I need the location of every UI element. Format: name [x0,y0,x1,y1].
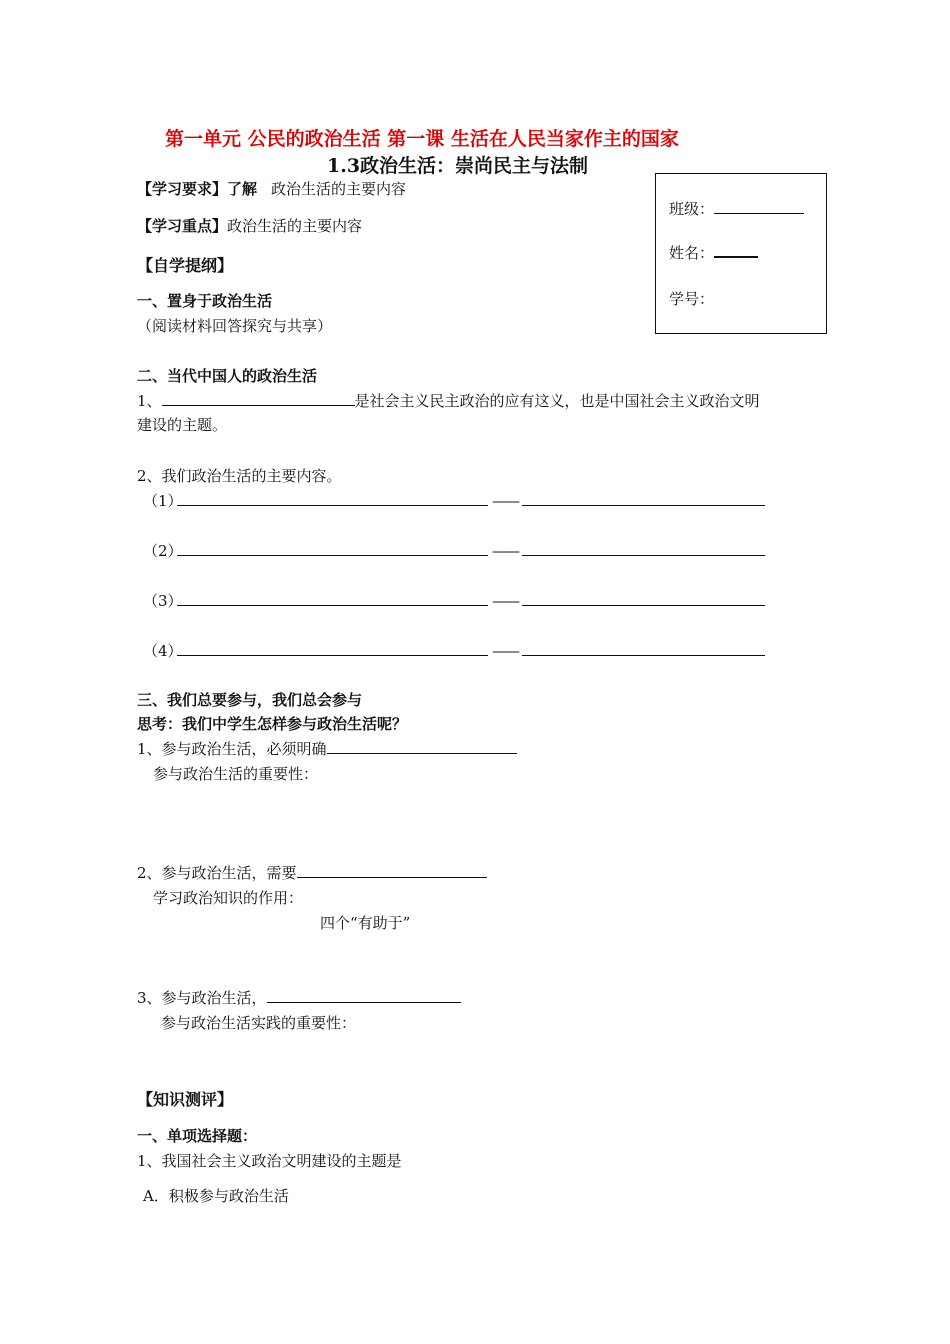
s3-q3-text: 3、参与政治生活， [137,989,267,1007]
item-number: （4） [143,642,183,660]
content-item-4 [143,640,765,661]
item-dash: —— [492,492,518,510]
section2-q1 [137,390,760,411]
item-blank-left[interactable] [177,541,488,556]
study-requirement [137,178,406,199]
s3-q1-text: 1、参与政治生活，必须明确 [137,740,327,758]
section2-q1-line2: 建设的主题。 [137,416,228,434]
item-number: （1） [143,492,183,510]
focus-label: 【学习重点】 [137,217,228,235]
class-label: 班级： [669,200,715,218]
section2-q2: 2、我们政治生活的主要内容。 [137,467,342,485]
item-blank-right[interactable] [522,541,765,556]
assessment-section1: 一、单项选择题： [137,1127,258,1145]
content-item-3 [143,590,765,611]
s3-q2-blank[interactable] [297,863,487,878]
id-row [669,288,714,309]
section1-title: 一、置身于政治生活 [137,292,273,310]
s3-q2-text: 2、参与政治生活，需要 [137,864,297,882]
section3-q3 [137,987,461,1008]
item-blank-right[interactable] [522,491,765,506]
assessment-q1: 1、我国社会主义政治文明建设的主题是 [137,1152,402,1170]
study-req-verb: 了解 [227,180,258,198]
study-focus [137,215,362,236]
content-item-1 [143,490,765,511]
item-blank-right[interactable] [522,641,765,656]
content-item-2 [143,540,765,561]
item-dash: —— [492,592,518,610]
assessment-heading: 【知识测评】 [137,1090,234,1109]
name-row [669,242,758,263]
class-row [669,198,804,219]
s3-q3-blank[interactable] [267,988,461,1003]
item-number: （3） [143,592,183,610]
student-info-box [655,173,827,334]
section1-note: （阅读材料回答探究与共享） [137,317,333,335]
section3-q2 [137,862,487,883]
section3-q2-sub: 学习政治知识的作用： [153,889,304,907]
unit-title: 第一单元 公民的政治生活 第一课 生活在人民当家作主的国家 [165,128,679,150]
item-dash: —— [492,542,518,560]
section3-think: 思考：我们中学生怎样参与政治生活呢？ [137,715,408,733]
item-blank-right[interactable] [522,591,765,606]
section3-q1 [137,738,517,759]
section3-title: 三、我们总要参与，我们总会参与 [137,691,363,709]
section3-q2-center: 四个“有助于” [320,914,411,932]
focus-text: 政治生活的主要内容 [227,217,363,235]
item-blank-left[interactable] [177,491,488,506]
q1-prefix: 1、 [137,392,162,410]
assessment-q1-option-a[interactable]: A．积极参与政治生活 [143,1187,289,1205]
item-blank-left[interactable] [177,641,488,656]
id-label: 学号： [669,290,715,308]
item-dash: —— [492,642,518,660]
class-blank[interactable] [714,199,804,214]
item-blank-left[interactable] [177,591,488,606]
study-req-text: 政治生活的主要内容 [271,180,407,198]
section2-title: 二、当代中国人的政治生活 [137,367,318,385]
s3-q1-blank[interactable] [327,739,517,754]
q1-suffix: 是社会主义民主政治的应有这义，也是中国社会主义政治文明 [354,392,760,410]
item-number: （2） [143,542,183,560]
section3-q1-sub: 参与政治生活的重要性： [153,765,319,783]
name-label: 姓名： [669,244,715,262]
section3-q3-sub: 参与政治生活实践的重要性： [161,1014,357,1032]
name-blank[interactable] [714,242,758,258]
q1-blank[interactable] [162,391,355,406]
lesson-title: 1.3政治生活：崇尚民主与法制 [327,155,589,177]
outline-heading: 【自学提纲】 [137,256,234,275]
study-req-label: 【学习要求】 [137,180,228,198]
